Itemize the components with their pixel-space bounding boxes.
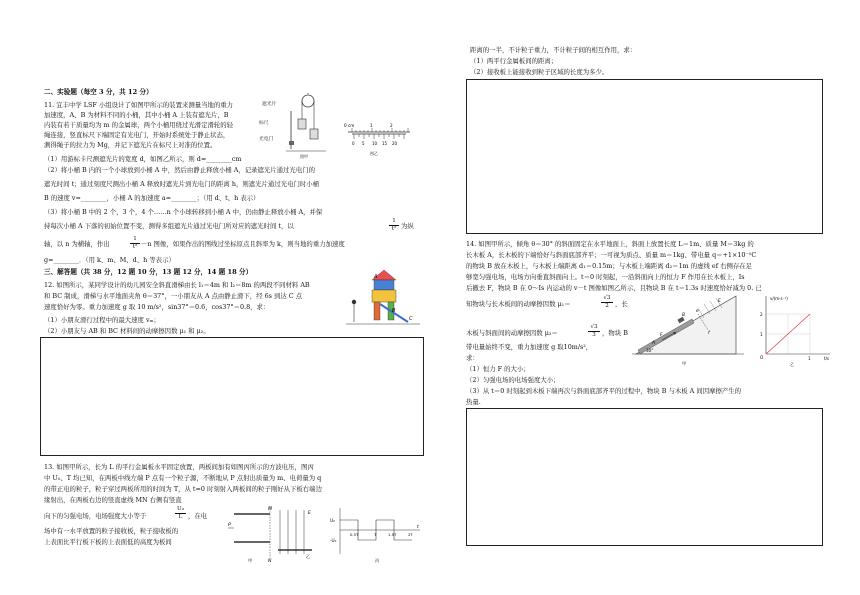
line-label-e: e: [696, 309, 699, 314]
q11-figure-jia: [286, 93, 330, 159]
fig-caption-yi: 图乙: [370, 151, 378, 156]
fraction-denominator: 3: [592, 331, 596, 338]
q11-line: B 的速度 v=________，小桶 A 的加速度 a=________；（用 d、t、h 表示）: [44, 194, 260, 202]
vernier-main-1: 1: [370, 123, 373, 128]
q13-cont-line: （2）接收板上能接收到粒子区域的长度为多少。: [470, 68, 609, 76]
q13-line: 上表面比平行板下板的上表面低的高度为板间: [44, 538, 172, 546]
q11-line: －n 图像，如果作出的图线过坐标原点且斜率为 k，则当地的重力加速度: [141, 240, 345, 248]
q11-line: （1）用游标卡尺测遮光片的宽度 d，如图乙所示，则 d=________cm: [44, 155, 242, 163]
point-label-A: A: [374, 274, 378, 280]
fig-caption-bing: 丙: [375, 558, 380, 563]
section2-title: 二、实验题（每空 3 分，共 12 分）: [44, 88, 153, 96]
fraction-numerator: √3: [588, 324, 600, 332]
q14-line: （3）从 t＝0 时刻起到木板下端再次与斜面底部齐平的过程中，物块 B 与木板 A 间因摩擦产生的: [466, 387, 742, 395]
q14-line: 长木板 A，长木板的下端恰好与斜面底部齐平；一可视为质点、质量 m＝1kg、带电量 q＝+1×10⁻⁵C: [466, 251, 757, 259]
fraction-numerator: √3: [601, 295, 613, 303]
vernier-main-2: 2: [390, 123, 393, 128]
vernier-tick-10: 10: [372, 141, 378, 146]
fraction-numerator: 1: [389, 218, 399, 226]
q14-line: 够宽匀强电场，电场方向垂直斜面向上。t＝0 时刻起，一沿斜面向上的恒力 F 作用在长木板上，Is: [466, 273, 745, 281]
q14-line: （2）匀强电场的电场强度大小；: [466, 376, 560, 384]
q14-line: 木板与斜面间的动摩擦因数 μ₂＝: [466, 329, 558, 337]
q13-line: 向下的匀强电场，电场强度大小等于: [44, 512, 147, 520]
graph-xtick-1: 1: [808, 356, 811, 361]
vernier-tick-5: 5: [362, 141, 365, 146]
q14-line: 14. 如图甲所示，倾角 θ＝30° 的斜面固定在水平地面上，斜面上放置长度 L＝1m、质量 M＝3kg 的: [466, 240, 754, 248]
q11-line: 为纵: [401, 222, 414, 230]
q14-line: ，物块 B: [602, 329, 628, 337]
q12-line: 和 BC 制成，滑梯与水平地面夹角 θ＝37°，一小朋友从 A 点由静止滑下，经 6s 到达 C 点: [44, 292, 303, 300]
q13-figure-bing: [330, 506, 422, 564]
q11-fraction-a: [389, 218, 399, 232]
graph-ytick-1: 1: [760, 332, 763, 337]
q13-figure-jia: [228, 506, 320, 564]
q14-figure-jia: [632, 292, 752, 368]
q11-figure-yi: [340, 122, 412, 160]
q11-line: 11. 宜丰中学 LSF 小组设计了如图甲所示的装置来测量当地的重力: [44, 101, 234, 109]
q12-slide-figure: [346, 270, 420, 332]
q11-line: （2）将小桶 B 内的一个小球放到小桶 A 中，然后由静止释放小桶 A，记录遮光片通过光电门的: [44, 166, 315, 174]
wave-t-label: t: [417, 524, 419, 529]
wave-tick-2T: 2T: [408, 532, 413, 537]
q14-line: 带电量始终不变，重力加速度 g 取10m/s²，: [466, 343, 593, 351]
q11-line: 加速度，A、B 为材料不同的小桶，其中小桶 A 上装有遮光片，B: [44, 111, 229, 119]
label-biaochi: 标尺: [259, 121, 269, 126]
q13-fraction: [175, 506, 186, 520]
label-N: N: [268, 559, 272, 564]
q13-answer-box[interactable]: [466, 79, 823, 234]
fig-caption-jia: 甲: [248, 558, 253, 563]
q14-line: ，长: [615, 300, 628, 308]
vernier-cm-label: 0 cm: [344, 123, 355, 128]
q11-line: 内装有若干质量均为 m 的金属球，两个小桶用绕过光滑定滑轮的轻: [44, 121, 234, 129]
q14-line: 热量.: [466, 398, 481, 406]
label-P: P: [228, 523, 231, 528]
fig-caption-yi: 乙: [790, 362, 795, 367]
label-guangdianmen: 光电门: [259, 137, 274, 142]
fraction-denominator: 2: [605, 302, 609, 309]
label-zheguang: 遮光片: [262, 102, 277, 107]
fig-caption-jia: 图甲: [300, 154, 308, 159]
q11-line: 轴，以 n 为横轴，作出: [44, 240, 110, 248]
q14-line: 后撤去 F，物块 B 在 0～Is 内运动的 v－t 图像如图乙所示，且物块 B 在 t＝1.3s 时速度恰好减为 0. 已: [466, 284, 762, 292]
q13-cont-line: （1）两平行金属板间的距离；: [470, 57, 558, 65]
fraction-denominator: L: [178, 513, 183, 520]
q13-line: 13. 如图甲所示，长为 L 的平行金属板水平固定放置，两板间加有如图丙所示的方波电压，图丙: [44, 463, 314, 471]
fraction-denominator: t²: [391, 225, 397, 232]
q11-line: 持每次小桶 A 下落的初始位置不变，测得多组遮光片通过光电门所对应的遮光时间 t，以: [44, 222, 294, 230]
q12-line: 12. 如图所示，某同学设计的幼儿园安全斜直滑梯由长 l₁＝4m 和 l₂＝8m 的两段不同材料 AB: [44, 281, 310, 289]
q11-fraction-b: [130, 236, 140, 250]
q11-line: （3）将小桶 B 中的 2 个，3 个，4 个……n 个小球转移到小桶 A 中，仍由静止释放小桶 A，并保: [44, 208, 323, 216]
graph-xlabel: t/s: [824, 356, 829, 361]
q13-line: 场中有一水平放置的粒子接收板，粒子接收板的: [44, 527, 179, 535]
point-label-C: C: [409, 316, 413, 322]
force-label-F: F: [660, 333, 663, 338]
angle-label: 30°: [646, 348, 654, 353]
field-label-E: E: [718, 299, 721, 304]
vernier-tick-20: 20: [392, 141, 398, 146]
label-M: M: [268, 507, 272, 512]
q13-cont-line: 距离的一半，不计粒子重力，不计粒子间的相互作用，求：: [470, 46, 637, 54]
q11-line: 绳连接，竖直标尺下端固定有光电门，开始时系统处于静止状态，: [44, 131, 230, 139]
vernier-tick-0: 0: [352, 141, 355, 146]
q12-line: 速度恰好为零。重力加速度 g 取 10 m/s²，sin37°＝0.6，cos37°＝0.8，求：: [44, 303, 270, 311]
vernier-tick-15: 15: [382, 141, 388, 146]
mu1-fraction: [601, 295, 613, 309]
label-E: E: [308, 511, 311, 516]
graph-ylabel: v/(m·s⁻¹): [770, 296, 788, 301]
q13-line: 缘射出，在两板右边的竖直虚线 MN 右侧有竖直: [44, 496, 182, 504]
wave-tick-15T: 1.5T: [388, 532, 397, 537]
q11-line: g=________．（用 k、m、M、d、h 等表示）: [44, 256, 175, 264]
fraction-denominator: t²: [132, 243, 138, 250]
q14-line: 的物块 B 放在木板上，与木板上端距离 d₁＝0.15m；与木板上端距离 d₂＝1m 的虚线 ef 右侧存在足: [466, 262, 753, 270]
q13-line: 的带正电的粒子，粒子穿过两板所用的时间为 T，从 t=0 时刻射入两板间的粒子刚好从下板右端边: [44, 485, 322, 493]
q14-line: 知物块与长木板间的动摩擦因数 μ₁＝: [466, 300, 571, 308]
point-label-B: B: [392, 308, 396, 314]
q11-line: 遮光时间 t；通过刻度尺测出小桶 A 释放时遮光片到光电门的距离 h，则遮光片通过光电门时小桶: [44, 180, 320, 188]
block-label-B: B: [682, 313, 686, 318]
label-receiver: 乙: [306, 554, 311, 559]
fraction-numerator: U₀: [175, 506, 186, 514]
wave-tick-T: T: [374, 532, 377, 537]
wave-negU0: -U₀: [330, 538, 337, 543]
q14-line: 求：: [466, 354, 479, 362]
graph-ytick-2: 2: [760, 312, 763, 317]
mu2-fraction: [588, 324, 600, 338]
q14-figure-yi: [754, 292, 834, 368]
fig-caption-jia: 甲: [682, 361, 687, 366]
board-label-A: A: [652, 341, 656, 346]
q13-line: ，在电: [188, 512, 208, 520]
wave-U0: U₀: [330, 518, 335, 523]
wave-tick-05T: 0.5T: [350, 532, 359, 537]
q14-line: （1）恒力 F 的大小；: [466, 365, 530, 373]
section3-title: 三、解答题（共 38 分，12 题 10 分，13 题 12 分，14 题 18 分）: [44, 268, 253, 276]
graph-origin: O: [760, 355, 764, 360]
q12-line: （2）小朋友与 AB 和 BC 材料间的动摩擦因数 μ₁ 和 μ₂。: [44, 327, 210, 335]
q14-answer-box[interactable]: [466, 408, 823, 546]
q11-line: 测得绳子的拉力为 Mg，并记下遮光片在标尺上对准的位置。: [44, 141, 217, 149]
q13-line: 中 U₀、T 均已知，在两板中线左端 P 点有一个粒子源，不断地从 P 点射出质量为 m、电荷量为 q: [44, 474, 322, 482]
line-label-f: f: [708, 331, 710, 336]
q12-line: （1）小朋友滑行过程中的最大速度 vₘ；: [44, 316, 160, 324]
fraction-numerator: 1: [130, 236, 140, 244]
q12-answer-box[interactable]: [40, 337, 424, 456]
